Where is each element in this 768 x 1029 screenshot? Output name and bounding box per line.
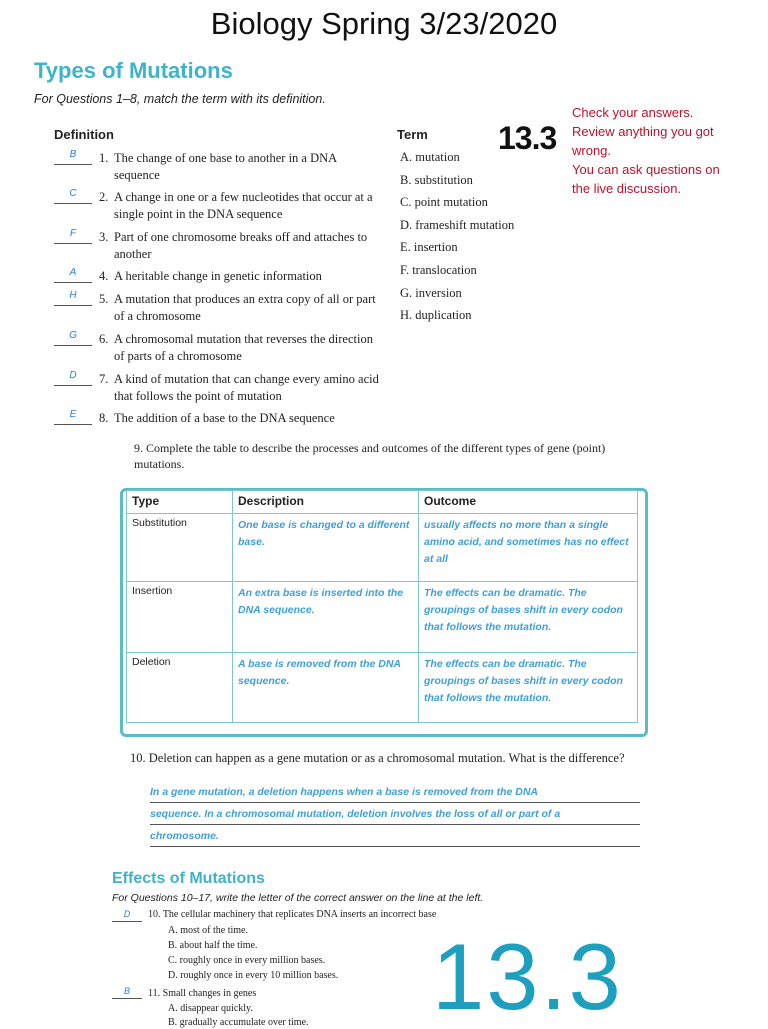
mc-option: B. gradually accumulate over time. bbox=[168, 1017, 309, 1028]
outcome-cell[interactable]: usually affects no more than a single amino acid, and sometimes has no effect at all bbox=[419, 514, 638, 582]
answer-line[interactable]: In a gene mutation, a deletion happens when a base is removed from the DNA bbox=[150, 782, 640, 803]
question-text: A change in one or a few nucleotides that occur at a single point in the DNA sequence bbox=[114, 190, 373, 221]
table-row bbox=[127, 514, 638, 582]
type-cell: Insertion bbox=[127, 582, 233, 653]
definition-header: Definition bbox=[54, 127, 114, 142]
term-item: A. mutation bbox=[400, 150, 460, 164]
question-number: 1. bbox=[99, 151, 109, 165]
question-text: A kind of mutation that can change every amino acid that follows the point of mutation bbox=[114, 372, 379, 403]
question-text: Part of one chromosome breaks off and attaches to another bbox=[114, 230, 368, 261]
answer-blank[interactable]: G bbox=[54, 330, 92, 346]
answer-blank[interactable]: B bbox=[54, 149, 92, 165]
type-cell: Substitution bbox=[127, 514, 233, 582]
note-line: Check your answers. bbox=[572, 105, 694, 120]
term-item: E. insertion bbox=[400, 240, 458, 254]
question-9-prompt: 9. Complete the table to describe the processes and outcomes of the different types of gene (point) mutations. bbox=[134, 441, 606, 471]
term-item: D. frameshift mutation bbox=[400, 218, 515, 232]
term-item: B. substitution bbox=[400, 173, 473, 187]
note-line: You can ask questions on bbox=[572, 162, 720, 177]
mc-stem: 11. Small changes in genes bbox=[148, 988, 257, 999]
mc-stem: 10. The cellular machinery that replicates DNA inserts an incorrect base bbox=[148, 909, 437, 920]
table-header: Type bbox=[127, 491, 233, 514]
term-item: C. point mutation bbox=[400, 195, 488, 209]
question-number: 5. bbox=[99, 292, 109, 306]
answer-blank[interactable]: H bbox=[54, 290, 92, 306]
table-header: Outcome bbox=[419, 491, 638, 514]
answer-blank[interactable]: C bbox=[54, 188, 92, 204]
term-item: H. duplication bbox=[400, 308, 472, 322]
question-text: A heritable change in genetic information bbox=[114, 269, 322, 283]
mc-option: C. roughly once in every million bases. bbox=[168, 955, 326, 966]
question-number: 6. bbox=[99, 332, 109, 346]
table-row bbox=[127, 582, 638, 653]
answer-blank[interactable]: F bbox=[54, 228, 92, 244]
mc-option: B. about half the time. bbox=[168, 940, 258, 951]
mutation-table bbox=[126, 490, 638, 723]
type-cell: Deletion bbox=[127, 653, 233, 723]
description-cell[interactable]: A base is removed from the DNA sequence. bbox=[233, 653, 419, 723]
question-number: 4. bbox=[99, 269, 109, 283]
term-header: Term bbox=[397, 127, 428, 142]
mc-option: D. roughly once in every 10 million bases. bbox=[168, 970, 339, 981]
question-text: A mutation that produces an extra copy of all or part of a chromosome bbox=[114, 292, 376, 323]
question-text: The addition of a base to the DNA sequence bbox=[114, 411, 335, 425]
answer-blank[interactable]: D bbox=[54, 370, 92, 386]
outcome-cell[interactable]: The effects can be dramatic. The groupings of bases shift in every codon that follows the mutation. bbox=[419, 653, 638, 723]
table-row bbox=[127, 653, 638, 723]
question-text: A chromosomal mutation that reverses the direction of parts of a chromosome bbox=[114, 332, 373, 363]
answer-blank[interactable]: D bbox=[112, 909, 142, 922]
handwritten-section-number-large: 13.3 bbox=[432, 924, 623, 1029]
section-title-effects: Effects of Mutations bbox=[112, 870, 265, 887]
section-title-types: Types of Mutations bbox=[34, 58, 233, 83]
table-header: Description bbox=[233, 491, 419, 514]
description-cell[interactable]: An extra base is inserted into the DNA sequence. bbox=[233, 582, 419, 653]
question-number: 7. bbox=[99, 372, 109, 386]
term-item: G. inversion bbox=[400, 286, 462, 300]
answer-blank[interactable]: B bbox=[112, 986, 142, 999]
description-cell[interactable]: One base is changed to a different base. bbox=[233, 514, 419, 582]
teacher-note bbox=[572, 103, 768, 198]
question-number: 2. bbox=[99, 190, 109, 204]
answer-blank[interactable]: A bbox=[54, 267, 92, 283]
mc-option: A. most of the time. bbox=[168, 925, 248, 936]
term-item: F. translocation bbox=[400, 263, 477, 277]
section-instructions: For Questions 1–8, match the term with its definition. bbox=[34, 92, 326, 106]
question-number: 3. bbox=[99, 230, 109, 244]
outcome-cell[interactable]: The effects can be dramatic. The groupings of bases shift in every codon that follows the mutation. bbox=[419, 582, 638, 653]
mc-option: A. disappear quickly. bbox=[168, 1003, 253, 1014]
effects-instructions: For Questions 10–17, write the letter of the correct answer on the line at the left. bbox=[112, 892, 484, 904]
answer-blank[interactable]: E bbox=[54, 409, 92, 425]
note-line: the live discussion. bbox=[572, 181, 682, 196]
page-title: Biology Spring 3/23/2020 bbox=[210, 6, 558, 41]
question-text: The change of one base to another in a DNA sequence bbox=[114, 151, 337, 182]
question-number: 8. bbox=[99, 411, 109, 425]
note-line: Review anything you got bbox=[572, 124, 714, 139]
note-line: wrong. bbox=[572, 143, 612, 158]
answer-line[interactable]: sequence. In a chromosomal mutation, deletion involves the loss of all or part of a bbox=[150, 804, 640, 825]
answer-line[interactable]: chromosome. bbox=[150, 826, 640, 847]
question-10-prompt: 10. Deletion can happen as a gene mutation or as a chromosomal mutation. What is the difference? bbox=[130, 751, 625, 765]
handwritten-section-number: 13.3 bbox=[498, 120, 557, 156]
